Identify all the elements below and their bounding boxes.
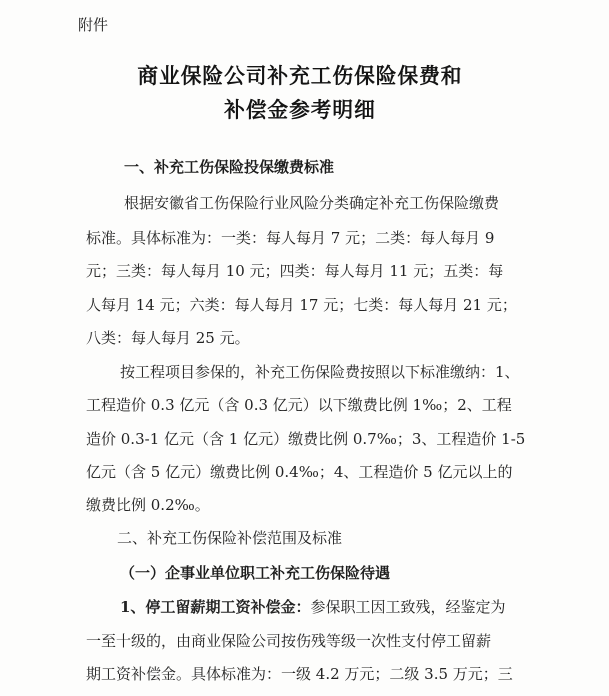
section-1-para-1-line-2: 标准。具体标准为：一类：每人每月 7 元；二类：每人每月 9 [86, 229, 495, 247]
item-1-text: 参保职工因工致残，经鉴定为 [310, 598, 506, 616]
section-1-para-2-line-3: 造价 0.3-1 亿元（含 1 亿元）缴费比例 0.7‰；3、工程造价 1-5 [86, 430, 526, 448]
section-1-heading: 一、补充工伤保险投保缴费标准 [124, 158, 335, 176]
document-title-line-1: 商业保险公司补充工伤保险保费和 [137, 63, 463, 88]
section-1-para-1-line-1: 根据安徽省工伤保险行业风险分类确定补充工伤保险缴费 [124, 194, 500, 212]
document-title-line-2: 补偿金参考明细 [224, 97, 376, 122]
section-2-heading: 二、补充工伤保险补偿范围及标准 [117, 529, 343, 547]
attachment-label: 附件 [78, 16, 109, 34]
section-1-para-1-line-4: 人每月 14 元；六类：每人每月 17 元；七类：每人每月 21 元； [86, 296, 517, 314]
section-2-item-1-line-3: 期工资补偿金。具体标准为：一级 4.2 万元；二级 3.5 万元；三 [86, 665, 513, 683]
section-1-para-1-line-5: 八类：每人每月 25 元。 [86, 329, 250, 347]
section-2-item-1-line-2: 一至十级的，由商业保险公司按伤残等级一次性支付停工留薪 [86, 632, 492, 650]
section-2-item-1-line-1 [120, 596, 505, 617]
section-1-para-2-line-1: 按工程项目参保的，补充工伤保险费按照以下标准缴纳：1、 [120, 363, 520, 381]
section-1-para-2-line-5: 缴费比例 0.2‰。 [86, 496, 210, 514]
section-1-para-1-line-3: 元；三类：每人每月 10 元；四类：每人每月 11 元；五类：每 [86, 262, 504, 280]
item-1-label: 1、停工留薪期工资补偿金： [120, 598, 311, 616]
section-2-subheading: （一）企事业单位职工补充工伤保险待遇 [120, 564, 391, 582]
section-1-para-2-line-4: 亿元（含 5 亿元）缴费比例 0.4‰；4、工程造价 5 亿元以上的 [86, 463, 513, 481]
section-1-para-2-line-2: 工程造价 0.3 亿元（含 0.3 亿元）以下缴费比例 1‰；2、工程 [86, 396, 512, 414]
